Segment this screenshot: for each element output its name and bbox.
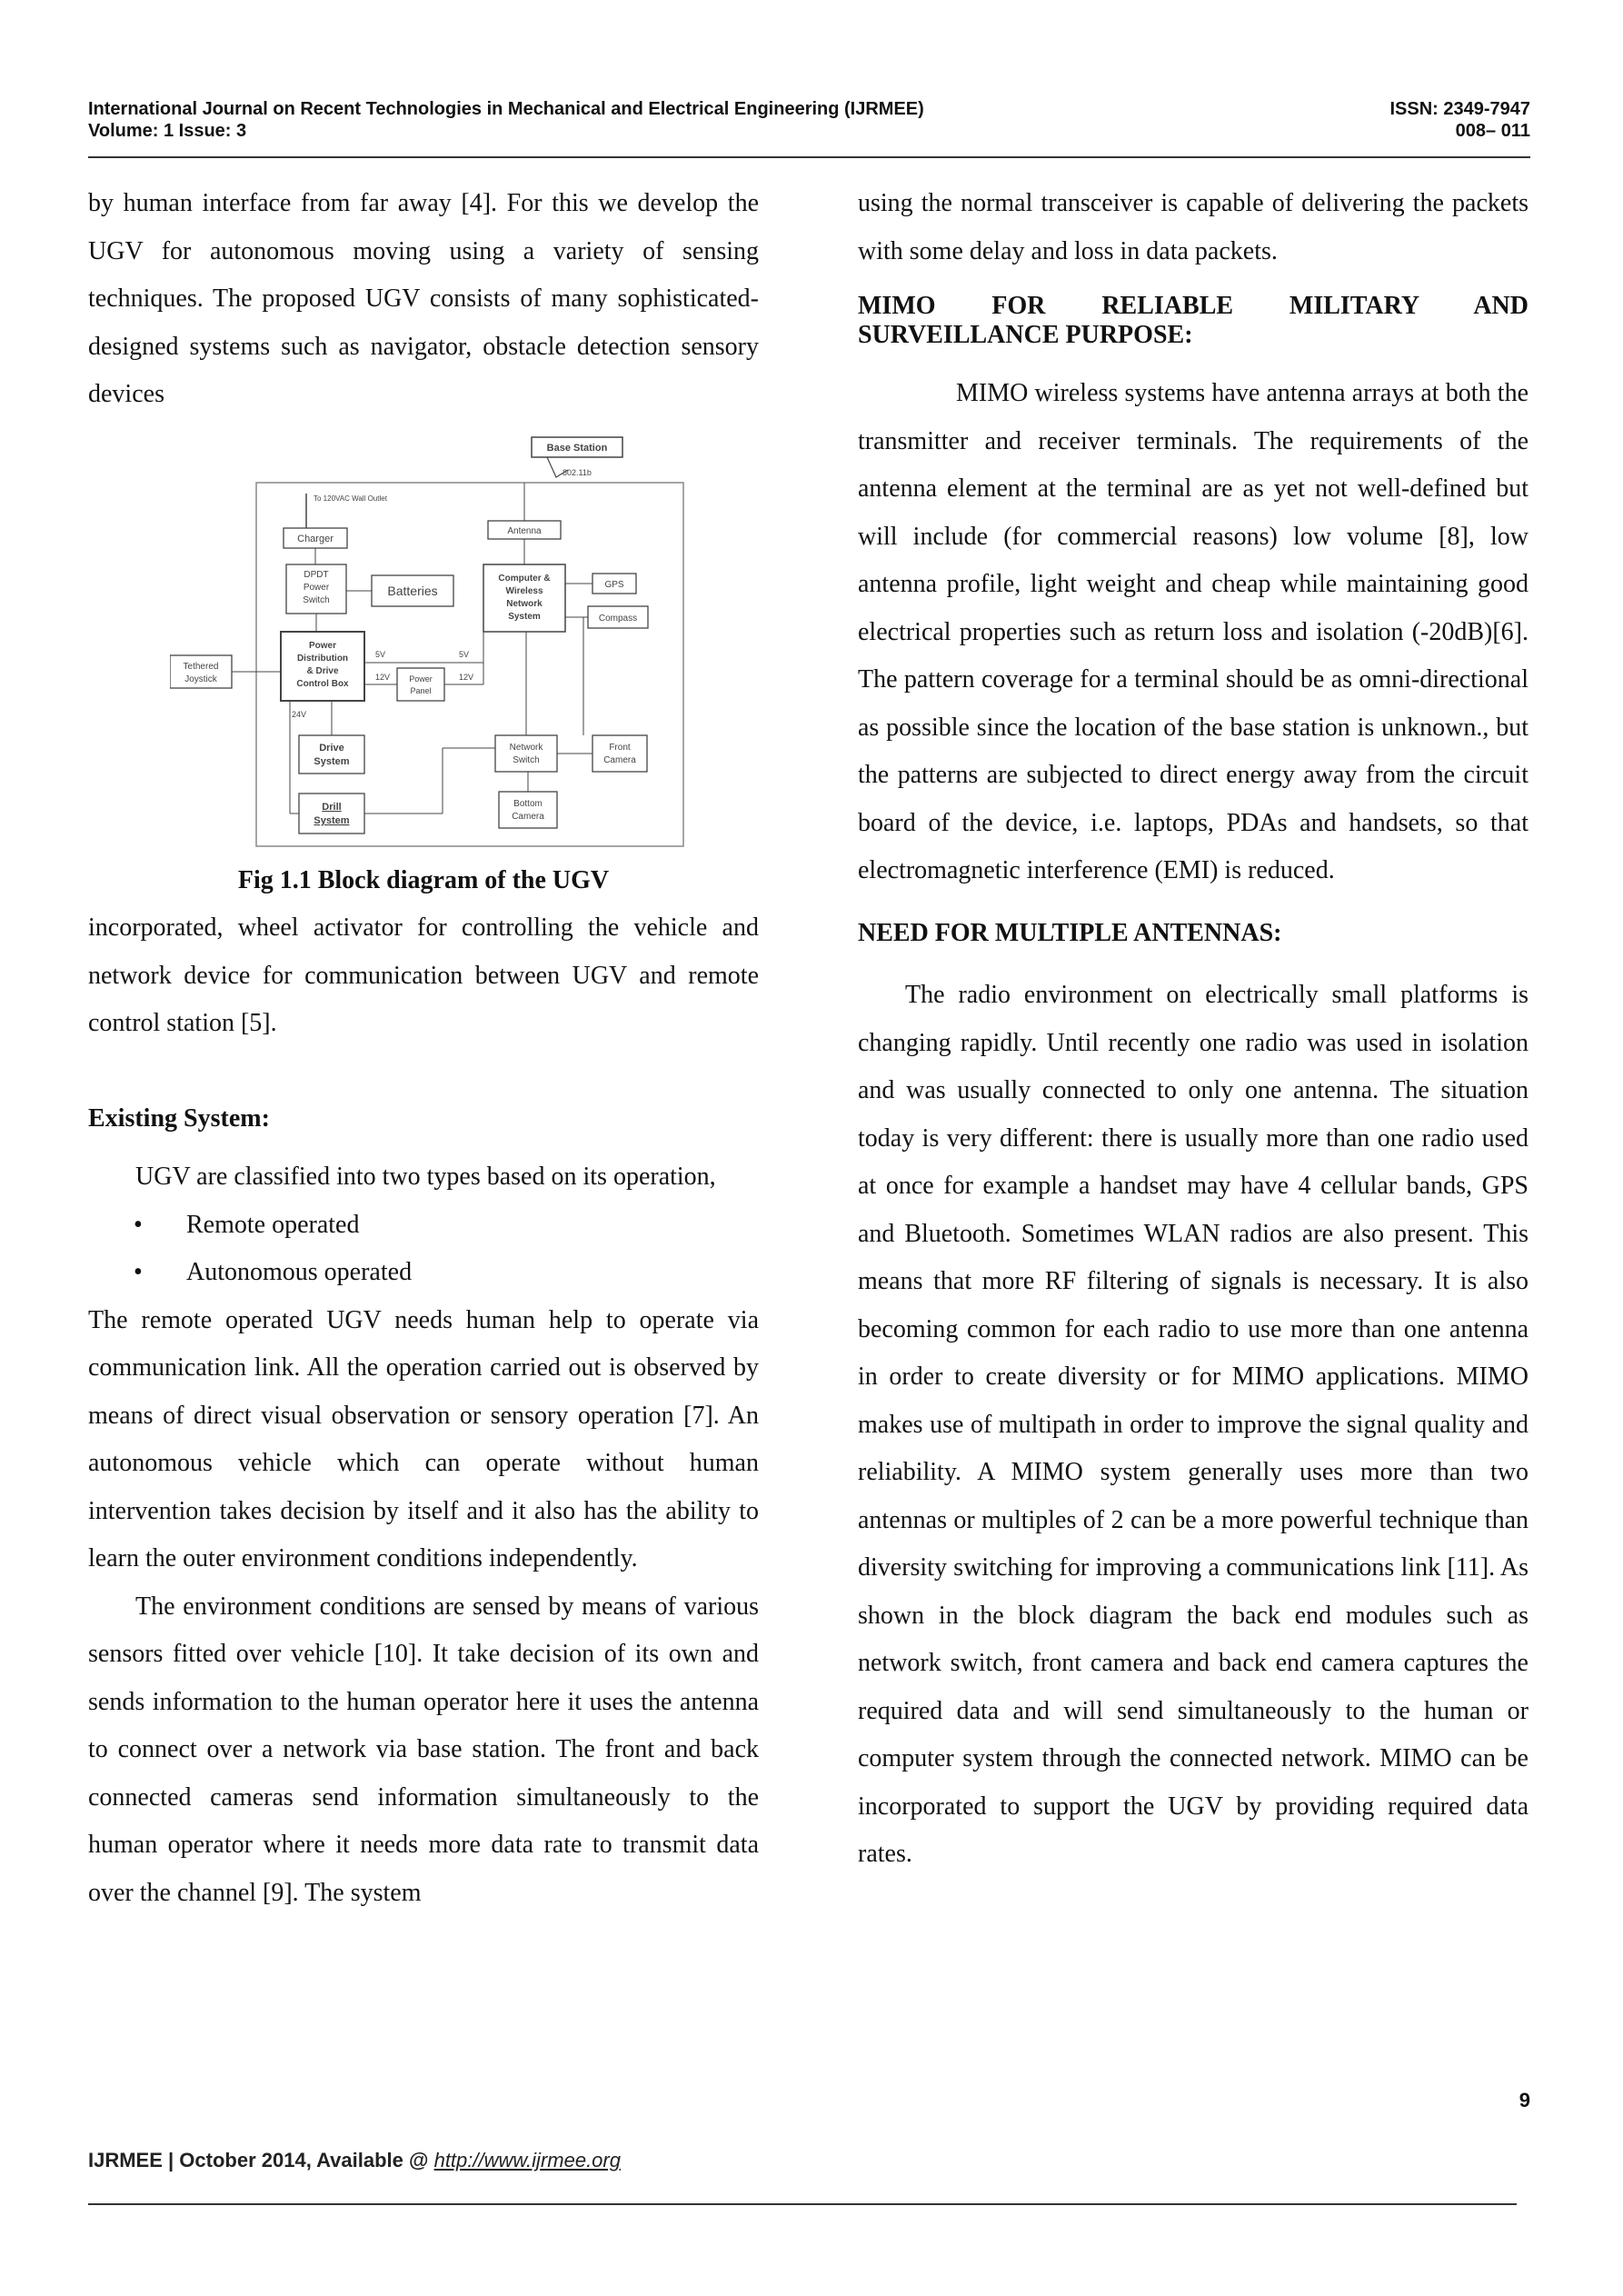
- power-panel-box: [397, 668, 444, 701]
- drill-box: [299, 794, 364, 834]
- list-item: • Autonomous operated: [88, 1249, 759, 1297]
- header-left: [88, 98, 924, 142]
- paragraph: incorporated, wheel activator for controlling the vehicle and network device for communication between UGV and remote control station [5].: [88, 913, 759, 1037]
- paragraph: The radio environment on electrically small platforms is changing rapidly. Until recently one radio was used in isolation and was usually connected to only one antenna. The situation today is very different: there is usually more than one radio used at once for example a handset may have 4 cellular bands, GPS and Bluetooth. Sometimes WLAN radios are also present. This means that more RF filtering of signals is necessary. It is also becoming common for each radio to use more than one antenna in order to create diversity or for MIMO applications. MIMO makes use of multipath in order to improve the signal quality and reliability. A MIMO system generally uses more than two antennas or multiples of 2 can be a more powerful technique than diversity switching for improving a communications link [11]. As shown in the block diagram the back end modules such as network switch, front camera and back end camera captures the required data and will send simultaneously to the human or computer system through the connected network. MIMO can be incorporated to support the UGV by providing required data rates.: [858, 981, 1528, 1868]
- power-label-3: & Drive: [306, 665, 339, 676]
- outlet-label: To 120VAC Wall Outlet: [314, 494, 387, 503]
- power-label-1: Power: [308, 640, 337, 651]
- front-camera-label-1: Front: [609, 742, 631, 753]
- network-label-1: Network: [509, 742, 543, 753]
- charger-label: Charger: [297, 533, 334, 544]
- header-right: [1389, 98, 1530, 142]
- section-heading-existing-system: Existing System:: [88, 1103, 270, 1133]
- page-number: 9: [1518, 2089, 1530, 2111]
- section-heading-multiple-antennas: NEED FOR MULTIPLE ANTENNAS:: [858, 918, 1282, 947]
- front-camera-label-2: Camera: [603, 754, 636, 765]
- joystick-label-1: Tethered: [183, 661, 219, 672]
- computer-label-4: System: [508, 611, 541, 622]
- page-range: 008– 011: [1455, 121, 1530, 141]
- gps-label: GPS: [604, 579, 624, 590]
- paragraph: by human interface from far away [4]. For this we develop the UGV for autonomous moving using a variety of sensing techniques. The proposed UGV consists of many sophisticated-designed systems such as navigator, obstacle detection sensory devices: [88, 189, 759, 408]
- paragraph: The environment conditions are sensed by means of various sensors fitted over vehicle [10]. It take decision of its own and sends information to the human operator here it uses the antenna to connect over a network via base station. The front and back connected cameras send information simultaneously to the human operator where it needs more data rate to transmit data over the channel [9]. The system: [88, 1592, 759, 1907]
- issn: ISSN: 2349-7947: [1389, 99, 1530, 119]
- spacer: [858, 275, 1528, 292]
- power-label-4: Control Box: [296, 678, 349, 689]
- base-station-label: Base Station: [546, 442, 608, 454]
- drive-label-2: System: [314, 755, 350, 767]
- section-heading-mimo: MIMO FOR RELIABLE MILITARY AND SURVEILLANCE PURPOSE:: [858, 292, 1528, 349]
- block-diagram: [170, 430, 688, 857]
- drill-label-2: System: [314, 814, 350, 826]
- journal-title: International Journal on Recent Technologies in Mechanical and Electrical Engineering (IJRMEE): [88, 99, 924, 119]
- spacer: [858, 895, 1528, 910]
- computer-label-1: Computer &: [498, 573, 551, 584]
- voltage-12v-b: 12V: [459, 672, 474, 682]
- bottom-camera-box: [499, 792, 557, 828]
- voltage-5v: 5V: [375, 649, 386, 659]
- network-label-2: Switch: [513, 754, 540, 765]
- footer-text: IJRMEE | October 2014, Available @: [88, 2149, 434, 2171]
- volume-issue: Volume: 1 Issue: 3: [88, 121, 247, 141]
- voltage-24v: 24V: [292, 709, 307, 719]
- batteries-label: Batteries: [387, 583, 438, 598]
- power-panel-label-1: Power: [409, 674, 433, 684]
- footer-rule: [88, 2203, 1517, 2205]
- dpdt-label-2: Power: [303, 582, 330, 593]
- spacer: [88, 1048, 759, 1095]
- bullet-list: [88, 1202, 759, 1297]
- paragraph: The remote operated UGV needs human help to operate via communication link. All the operation carried out is observed by means of direct visual observation or sensory operation [7]. An autonomous vehicle which can operate without human intervention takes decision by itself and it also has the ability to learn the outer environment conditions independently.: [88, 1305, 759, 1572]
- left-column: [88, 180, 759, 1917]
- network-switch-box: [495, 735, 557, 772]
- drill-label-1: Drill: [322, 801, 342, 813]
- wifi-label: 802.11b: [563, 467, 592, 477]
- bottom-camera-label-1: Bottom: [513, 798, 543, 809]
- figure-block-diagram: [170, 430, 688, 857]
- voltage-12v-a: 12V: [375, 672, 391, 682]
- power-label-2: Distribution: [296, 653, 349, 664]
- header-rule: [88, 156, 1530, 158]
- power-panel-label-2: Panel: [410, 685, 432, 695]
- page-footer: [88, 2149, 621, 2172]
- drive-label-1: Drive: [319, 742, 344, 754]
- computer-label-2: Wireless: [505, 585, 543, 596]
- voltage-5v-b: 5V: [459, 649, 470, 659]
- front-camera-box: [592, 735, 647, 772]
- joystick-label-2: Joystick: [184, 674, 217, 684]
- dpdt-label-1: DPDT: [304, 569, 329, 580]
- dpdt-label-3: Switch: [303, 594, 330, 605]
- bottom-camera-label-2: Camera: [512, 811, 544, 822]
- computer-label-3: Network: [506, 598, 543, 609]
- paragraph: MIMO wireless systems have antenna arrays at both the transmitter and receiver terminals. The requirements of the antenna element at the terminal are as yet not well-defined but will include (for commercial reasons) low volume [8], low antenna profile, light weight and cheap while maintaining good electrical properties such as return loss and isolation (-20dB)[6]. The pattern coverage for a terminal should be as omni-directional as possible since the location of the base station is unknown., but the patterns are subjected to direct energy away from the circuit board of the device, i.e. laptops, PDAs and handsets, so that electromagnetic interference (EMI) is reduced.: [858, 379, 1528, 884]
- right-column: [858, 180, 1528, 1879]
- footer-link[interactable]: http://www.ijrmee.org: [433, 2149, 621, 2171]
- antenna-label: Antenna: [507, 525, 542, 536]
- paragraph: using the normal transceiver is capable of delivering the packets with some delay and loss in data packets.: [858, 189, 1528, 265]
- list-item: • Remote operated: [88, 1202, 759, 1250]
- drive-box: [299, 735, 364, 774]
- paragraph: UGV are classified into two types based on its operation,: [135, 1163, 716, 1191]
- compass-label: Compass: [598, 613, 638, 624]
- figure-caption: Fig 1.1 Block diagram of the UGV: [237, 865, 610, 894]
